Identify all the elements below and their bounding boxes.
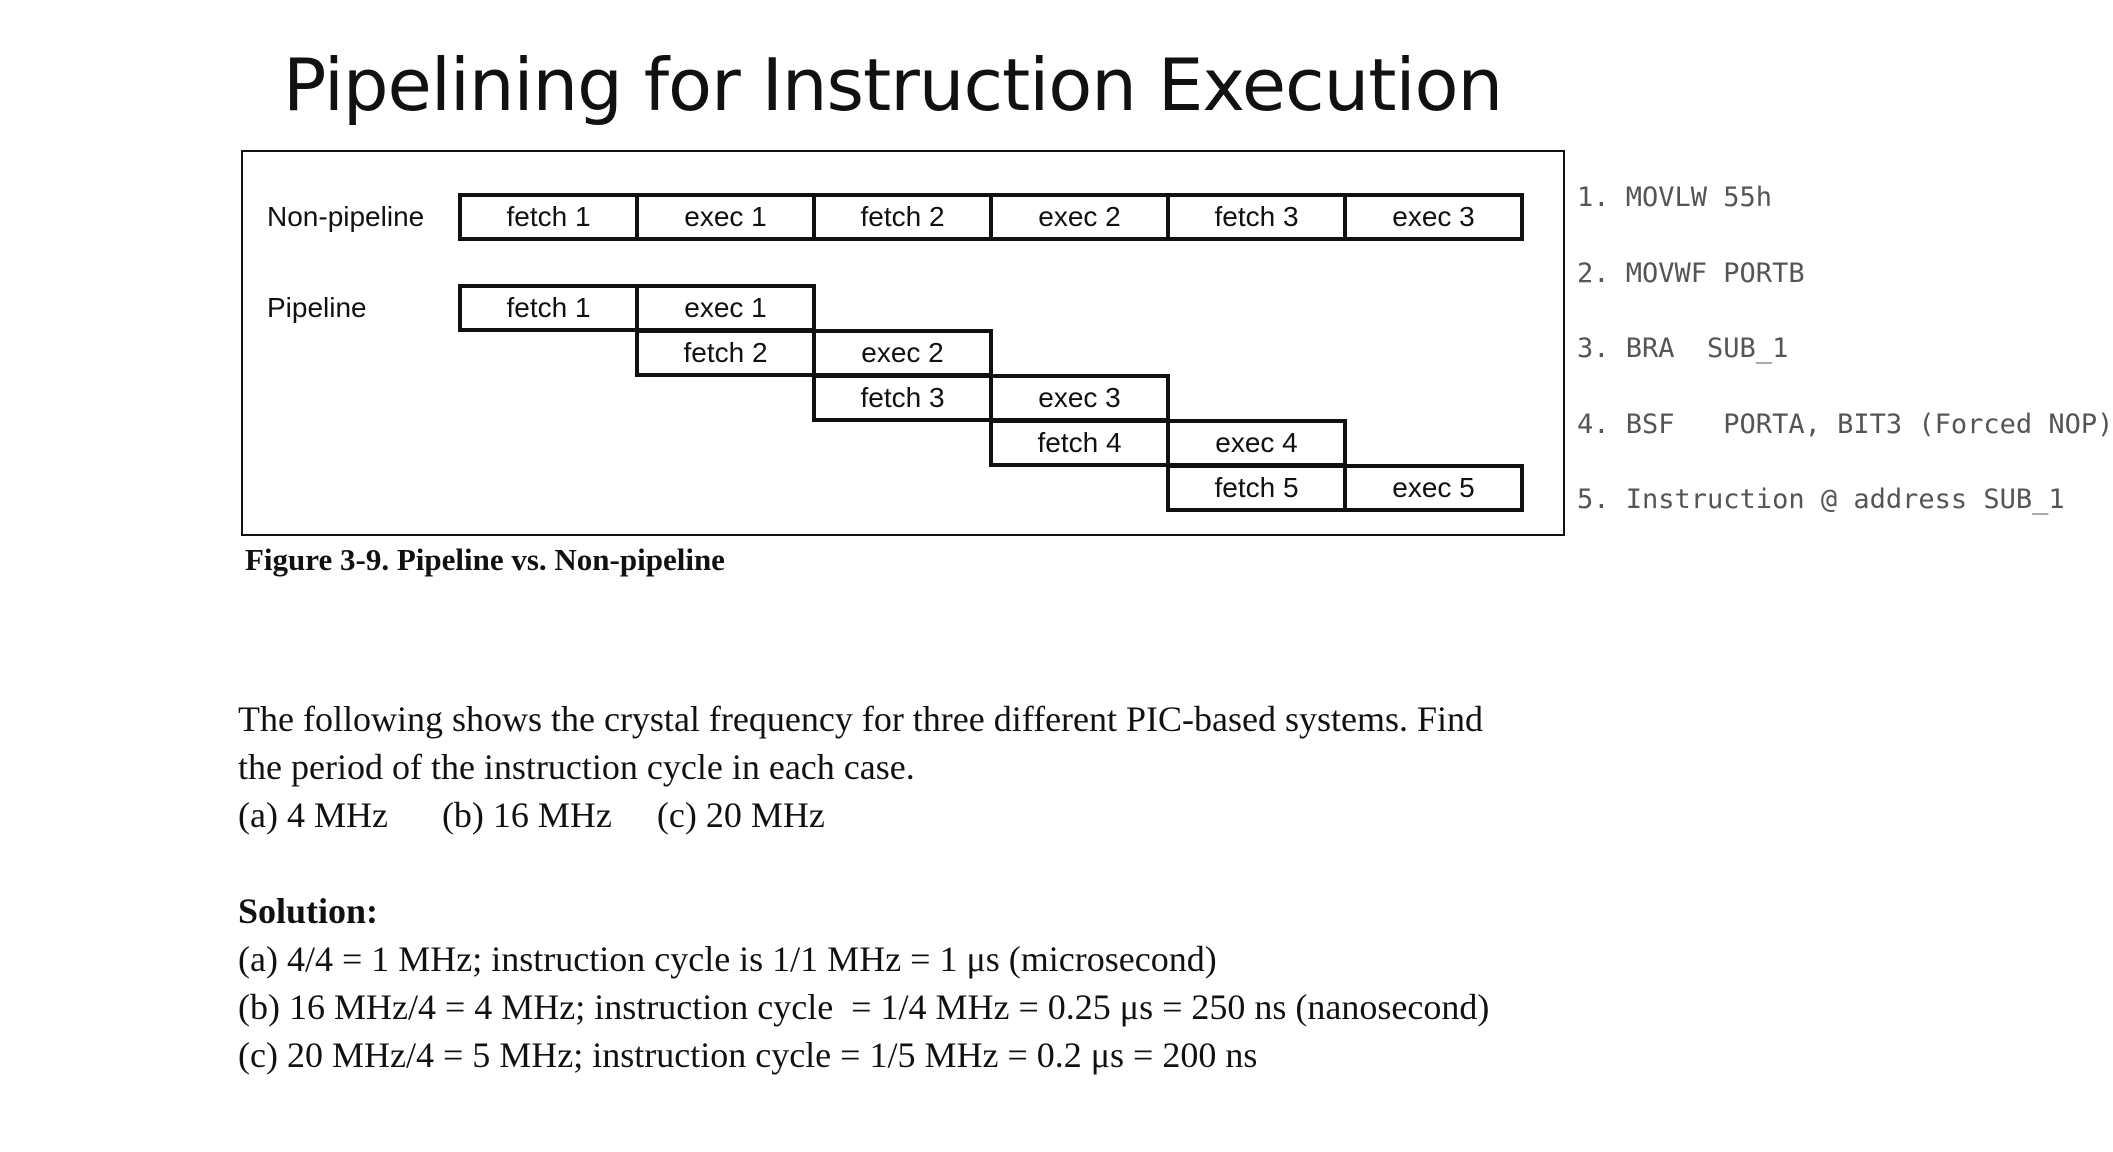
- code-line: 5. Instruction @ address SUB_1: [1577, 484, 2065, 515]
- non-pipeline-cell: exec 1: [635, 193, 816, 241]
- slide-title: Pipelining for Instruction Execution: [283, 43, 1503, 127]
- solution-line: (c) 20 MHz/4 = 5 MHz; instruction cycle = 1/5 MHz = 0.2 μs = 200 ns: [238, 1035, 1258, 1075]
- solution-line: (b) 16 MHz/4 = 4 MHz; instruction cycle = 1/4 MHz = 0.25 μs = 250 ns (nanosecond): [238, 987, 1490, 1027]
- non-pipeline-cell: exec 2: [989, 193, 1170, 241]
- pipeline-cell: exec 1: [635, 284, 816, 332]
- code-line: 3. BRA SUB_1: [1577, 333, 1789, 364]
- solution-line: (a) 4/4 = 1 MHz; instruction cycle is 1/1 MHz = 1 μs (microsecond): [238, 939, 1217, 979]
- pipeline-cell: exec 2: [812, 329, 993, 377]
- problem-line: The following shows the crystal frequency for three different PIC-based systems. Find: [238, 699, 1484, 739]
- pipeline-cell: fetch 5: [1166, 464, 1347, 512]
- code-line: 4. BSF PORTA, BIT3 (Forced NOP): [1577, 408, 2113, 440]
- pipeline-cell: fetch 4: [989, 419, 1170, 467]
- instruction-code-list: [1577, 178, 2113, 556]
- code-line: 1. MOVLW 55h: [1577, 182, 1773, 213]
- non-pipeline-cell: fetch 1: [458, 193, 639, 241]
- problem-line: the period of the instruction cycle in each case.: [238, 747, 915, 787]
- row-label-pipeline: Pipeline: [267, 292, 367, 323]
- pipeline-cell: exec 3: [989, 374, 1170, 422]
- pipeline-diagram: [241, 150, 1565, 536]
- non-pipeline-cell: fetch 3: [1166, 193, 1347, 241]
- pipeline-cell: fetch 1: [458, 284, 639, 332]
- non-pipeline-cell: fetch 2: [812, 193, 993, 241]
- row-label-non-pipeline: Non-pipeline: [267, 201, 425, 232]
- solution-heading: Solution:: [238, 891, 379, 931]
- pipeline-cell: fetch 3: [812, 374, 993, 422]
- non-pipeline-cell: exec 3: [1343, 193, 1524, 241]
- pipeline-cell: fetch 2: [635, 329, 816, 377]
- pipeline-cell: exec 4: [1166, 419, 1347, 467]
- figure-caption: Figure 3-9. Pipeline vs. Non-pipeline: [245, 542, 725, 577]
- code-line: 2. MOVWF PORTB: [1577, 257, 1805, 289]
- problem-options: (a) 4 MHz (b) 16 MHz (c) 20 MHz: [238, 795, 825, 835]
- pipeline-cell: exec 5: [1343, 464, 1524, 512]
